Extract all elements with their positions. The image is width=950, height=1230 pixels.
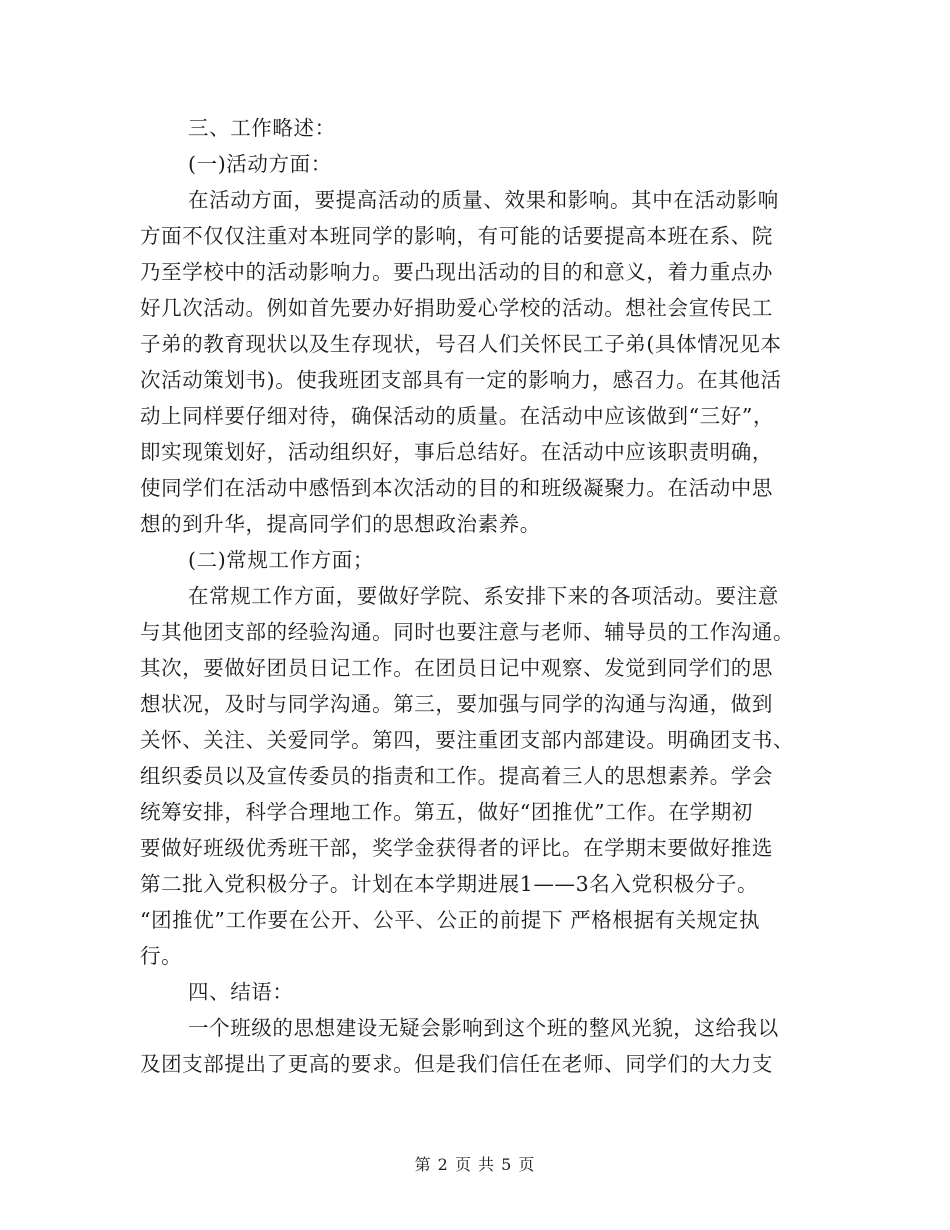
paragraph-line: 在常规工作方面，要做好学院、系安排下来的各项活动。要注意 bbox=[188, 584, 779, 608]
paragraph-line: 第二批入党积极分子。计划在本学期进展1——3名入党积极分子。 bbox=[140, 872, 759, 896]
paragraph-line: 想状况，及时与同学沟通。第三，要加强与同学的沟通与沟通，做到 bbox=[140, 692, 773, 716]
paragraph-line: 子弟的教育现状以及生存现状，号召人们关怀民工子弟(具体情况见本 bbox=[140, 332, 782, 356]
paragraph-activities bbox=[140, 182, 812, 542]
paragraph-line: 统筹安排，科学合理地工作。第五，做好“团推优”工作。在学期初 bbox=[140, 800, 753, 824]
paragraph-line: 及团支部提出了更高的要求。但是我们信任在老师、同学们的大力支 bbox=[140, 1052, 773, 1076]
paragraph-line: 即实现策划好，活动组织好，事后总结好。在活动中应该职责明确， bbox=[140, 440, 773, 464]
paragraph-line: 在活动方面，要提高活动的质量、效果和影响。其中在活动影响 bbox=[188, 188, 779, 212]
paragraph-line: 乃至学校中的活动影响力。要凸现出活动的目的和意义，着力重点办 bbox=[140, 260, 773, 284]
paragraph-line: 其次，要做好团员日记工作。在团员日记中观察、发觉到同学们的思 bbox=[140, 656, 773, 680]
section-heading: 四、结语： bbox=[188, 980, 294, 1004]
paragraph-conclusion bbox=[140, 1010, 812, 1082]
paragraph-line: 次活动策划书)。使我班团支部具有一定的影响力，感召力。在其他活 bbox=[140, 368, 782, 392]
paragraph-line: 要做好班级优秀班干部，奖学金获得者的评比。在学期末要做好推选 bbox=[140, 836, 773, 860]
paragraph-line: 组织委员以及宣传委员的指责和工作。提高着三人的思想素养。学会 bbox=[140, 764, 773, 788]
paragraph-line: 使同学们在活动中感悟到本次活动的目的和班级凝聚力。在活动中思 bbox=[140, 476, 773, 500]
subsection-heading: (一)活动方面： bbox=[188, 152, 332, 176]
paragraph-line: 好几次活动。例如首先要办好捐助爱心学校的活动。想社会宣传民工 bbox=[140, 296, 773, 320]
paragraph-line: 一个班级的思想建设无疑会影响到这个班的整风光貌，这给我以 bbox=[188, 1016, 779, 1040]
paragraph-line: “团推优”工作要在公开、公平、公正的前提下 严格根据有关规定执 bbox=[140, 908, 761, 932]
page-number-footer: 第 2 页 共 5 页 bbox=[414, 1155, 536, 1174]
paragraph-line: 想的到升华，提高同学们的思想政治素养。 bbox=[140, 512, 541, 536]
document-body bbox=[140, 110, 812, 1082]
paragraph-routine-work bbox=[140, 578, 812, 974]
paragraph-line: 与其他团支部的经验沟通。同时也要注意与老师、辅导员的工作沟通。 bbox=[140, 620, 795, 644]
paragraph-line: 关怀、关注、关爱同学。第四，要注重团支部内部建设。明确团支书、 bbox=[140, 728, 795, 752]
subsection-heading: (二)常规工作方面； bbox=[188, 548, 374, 572]
paragraph-line: 方面不仅仅注重对本班同学的影响，有可能的话要提高本班在系、院 bbox=[140, 224, 773, 248]
paragraph-line: 行。 bbox=[140, 944, 183, 968]
section-heading: 三、工作略述： bbox=[188, 116, 336, 140]
paragraph-line: 动上同样要仔细对待，确保活动的质量。在活动中应该做到“三好”， bbox=[140, 404, 775, 428]
